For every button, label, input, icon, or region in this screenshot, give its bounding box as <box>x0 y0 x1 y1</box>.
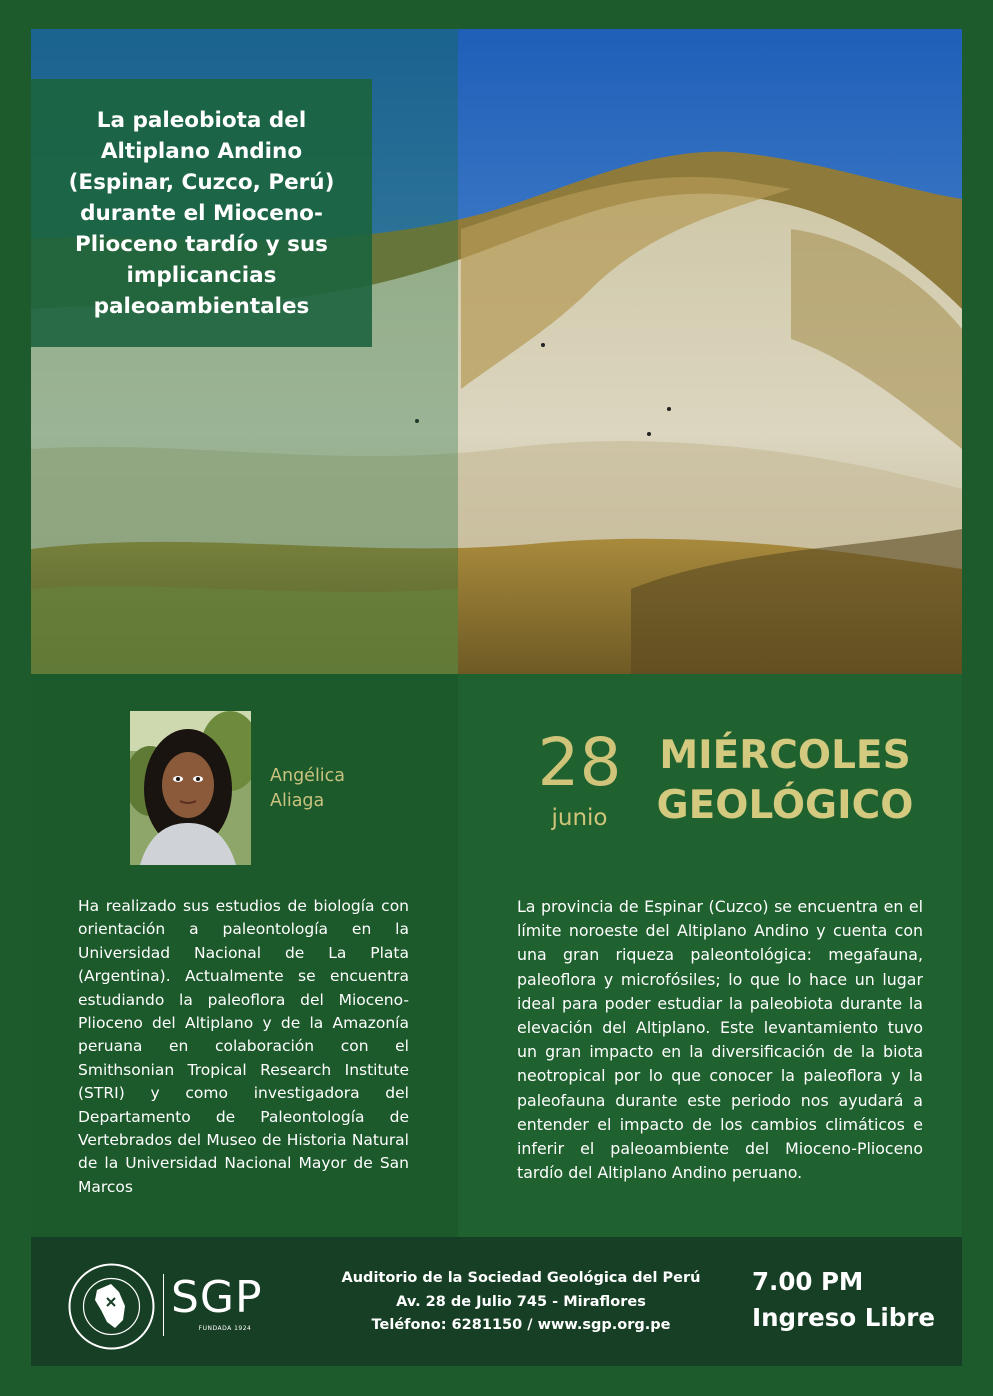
sgp-logo-text: SGP <box>171 1272 263 1323</box>
venue-address: Av. 28 de Julio 745 - Miraflores <box>396 1293 646 1310</box>
title-line: paleoambientales <box>93 293 310 319</box>
title-line: Altiplano Andino <box>100 138 303 164</box>
event-series-title <box>640 731 930 831</box>
speaker-last-name: Aliaga <box>270 791 325 811</box>
peru-map-icon <box>95 1284 125 1328</box>
event-time-info <box>752 1264 952 1336</box>
venue-name: Auditorio de la Sociedad Geológica del Perú <box>341 1270 701 1286</box>
title-line: durante el Mioceno- <box>80 200 323 226</box>
title-line: implicancias <box>126 262 277 288</box>
title-line: La paleobiota del <box>96 107 307 133</box>
event-time: 7.00 PM <box>752 1267 864 1296</box>
event-day: 28 <box>537 724 622 801</box>
venue-info <box>336 1267 706 1338</box>
venue-contact: Teléfono: 6281150 / www.sgp.org.pe <box>371 1317 671 1333</box>
speaker-name <box>270 764 410 814</box>
title-box <box>31 79 372 347</box>
title-line: (Espinar, Cuzco, Perú) <box>68 169 335 195</box>
talk-abstract: La provincia de Espinar (Cuzco) se encuentra en el límite noroeste del Altiplano Andino y cuenta con una gran riqueza paleontológica: megafauna, paleoflora y microfósiles; lo que lo hace un lugar ideal para poder estudiar la paleobiota durante la elevación del Altiplano. Este levantamiento tuvo un gran impacto en la diversificación de la biota neotropical por lo que conocer la paleoflora y la paleofauna durante este periodo nos ayudará a entender el impacto de los cambios climáticos e inferir el paleoambiente del Mioceno-Plioceno tardío del Altiplano Andino peruano. <box>517 897 923 1183</box>
speaker-photo <box>130 711 251 865</box>
event-month: junio <box>551 805 608 831</box>
event-title-line2: GEOLÓGICO <box>656 783 914 828</box>
title-line: Plioceno tardío y sus <box>75 231 328 257</box>
sgp-seal-icon <box>67 1262 156 1351</box>
speaker-first-name: Angélica <box>270 766 346 786</box>
sgp-founded-text: FUNDADA 1924 <box>198 1325 252 1332</box>
speaker-bio: Ha realizado sus estudios de biología con orientación a paleontología en la Universidad Nacional de La Plata (Argentina). Actualmente se encuentra estudiando la paleoflora del Mioceno-Plioceno del Altiplano y de la Amazonía peruana en colaboración con el Smithsonian Tropical Research Institute (STRI) y como investigadora del Departamento de Paleontología de Vertebrados del Museo de Historia Natural de la Universidad Nacional Mayor de San Marcos <box>78 897 409 1196</box>
admission-note: Ingreso Libre <box>752 1303 935 1332</box>
event-title-line1: MIÉRCOLES <box>659 733 911 778</box>
talk-title <box>52 105 352 322</box>
logo-divider <box>163 1274 164 1336</box>
